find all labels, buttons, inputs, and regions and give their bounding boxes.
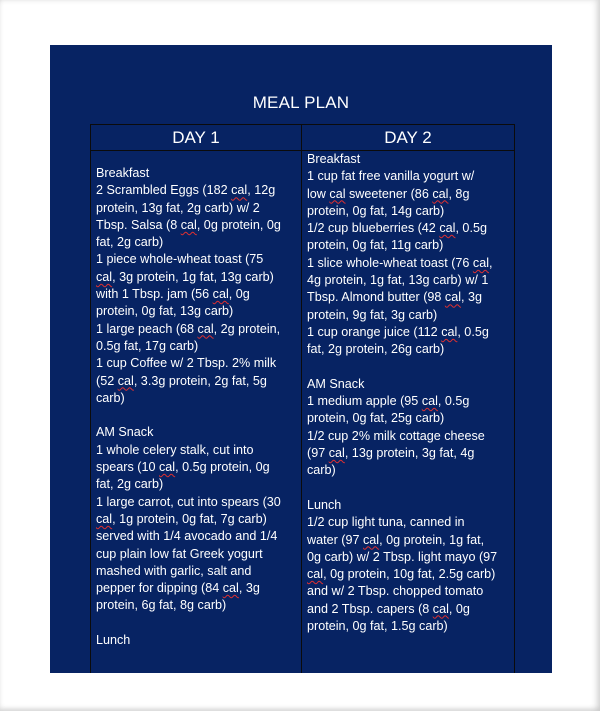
meal-plan-table: [90, 124, 515, 673]
menu-line: 1 cup fat free vanilla yogurt w/: [307, 169, 475, 184]
line-gap: [96, 615, 297, 632]
menu-line: 1 whole celery stalk, cut into: [96, 442, 254, 457]
menu-line: carb): [96, 390, 125, 405]
spellcheck-word: cal: [432, 601, 449, 616]
menu-line: water (97 cal, 0g protein, 1g fat,: [307, 532, 485, 547]
menu-line: fat, 2g protein, 26g carb): [307, 342, 445, 357]
line-gap: [307, 480, 510, 497]
menu-line: 4g protein, 1g fat, 13g carb) w/ 1: [307, 273, 489, 288]
line-gap: [96, 407, 297, 424]
menu-line: 1 large carrot, cut into spears (30: [96, 494, 281, 509]
page-title: MEAL PLAN: [252, 93, 350, 112]
spellcheck-word: cal: [439, 221, 456, 236]
menu-line: and 2 Tbsp. capers (8 cal, 0g: [307, 601, 470, 616]
menu-line: Tbsp. Almond butter (98 cal, 3g: [307, 290, 483, 305]
day-2-header: DAY 2: [302, 125, 515, 151]
spellcheck-word: cal: [117, 373, 134, 388]
menu-line: carb): [307, 463, 336, 478]
menu-line: 1 medium apple (95 cal, 0.5g: [307, 394, 470, 409]
spellcheck-word: cal: [421, 394, 438, 409]
menu-line: protein, 0g fat, 14g carb): [307, 203, 445, 218]
menu-line: Breakfast: [307, 152, 361, 166]
spellcheck-word: cal: [328, 446, 345, 461]
menu-line: 1/2 cup blueberries (42 cal, 0.5g: [307, 221, 487, 236]
menu-line: protein, 0g fat, 11g carb): [307, 238, 444, 253]
spellcheck-word: cal: [472, 255, 490, 270]
spellcheck-word: cal: [363, 532, 380, 547]
menu-line: (97 cal, 13g protein, 3g fat, 4g: [307, 446, 475, 461]
menu-line: 1/2 cup 2% milk cottage cheese: [307, 428, 485, 443]
spellcheck-word: cal: [96, 269, 113, 284]
spellcheck-word: cal: [432, 186, 449, 201]
menu-line: AM Snack: [96, 425, 154, 440]
menu-line: served with 1/4 avocado and 1/4: [96, 529, 278, 544]
menu-line: cup plain low fat Greek yogurt: [96, 546, 263, 561]
menu-line: 2 Scrambled Eggs (182 cal, 12g: [96, 183, 276, 198]
spellcheck-word: cal: [212, 287, 229, 302]
spellcheck-word: cal: [197, 321, 214, 336]
menu-line: cal, 1g protein, 0g fat, 7g carb): [96, 511, 267, 526]
table-body-row: [91, 151, 515, 674]
spellcheck-word: cal: [222, 581, 239, 596]
menu-line: 1 cup Coffee w/ 2 Tbsp. 2% milk: [96, 356, 277, 371]
menu-line: protein, 9g fat, 3g carb): [307, 307, 438, 322]
menu-line: low cal sweetener (86 cal, 8g: [307, 186, 470, 201]
day-1-header: DAY 1: [91, 125, 302, 151]
spellcheck-word: cal: [159, 460, 176, 475]
menu-line: and w/ 2 Tbsp. chopped tomato: [307, 584, 484, 599]
menu-line: Lunch: [96, 633, 131, 648]
spellcheck-word: cal: [444, 290, 462, 305]
menu-line: 1 cup orange juice (112 cal, 0.5g: [307, 324, 489, 339]
table-header-row: [91, 125, 515, 151]
day-1-menu: [91, 151, 302, 674]
menu-line: AM Snack: [307, 376, 365, 391]
menu-line: 1 large peach (68 cal, 2g protein,: [96, 321, 281, 336]
menu-line: fat, 2g carb): [96, 477, 164, 492]
menu-line: protein, 0g fat, 25g carb): [307, 411, 445, 426]
line-gap: [307, 359, 510, 376]
menu-line: cal, 0g protein, 10g fat, 2.5g carb): [307, 567, 496, 582]
menu-line: protein, 0g fat, 13g carb): [96, 304, 234, 319]
menu-line: Breakfast: [96, 166, 150, 180]
menu-line: spears (10 cal, 0.5g protein, 0g: [96, 460, 270, 475]
menu-line: (52 cal, 3.3g protein, 2g fat, 5g: [96, 373, 267, 388]
day-2-menu: [302, 151, 515, 674]
spellcheck-word: cal: [231, 183, 248, 198]
spellcheck-word: cal: [96, 511, 113, 526]
menu-line: 1 slice whole-wheat toast (76 cal,: [307, 255, 493, 270]
menu-line: Tbsp. Salsa (8 cal, 0g protein, 0g: [96, 217, 281, 232]
menu-line: pepper for dipping (84 cal, 3g: [96, 581, 260, 596]
menu-line: with 1 Tbsp. jam (56 cal, 0g: [96, 287, 250, 302]
spellcheck-word: cal: [441, 324, 458, 339]
menu-line: protein, 0g fat, 1.5g carb): [307, 619, 448, 634]
spellcheck-word: cal: [329, 186, 346, 201]
menu-line: fat, 2g carb): [96, 235, 164, 250]
menu-line: Lunch: [307, 497, 342, 512]
meal-plan-panel: [50, 45, 552, 673]
menu-line: protein, 6g fat, 8g carb): [96, 598, 227, 613]
spellcheck-word: cal: [180, 217, 197, 232]
menu-line: mashed with garlic, salt and: [96, 563, 252, 578]
menu-line: 1/2 cup light tuna, canned in: [307, 515, 465, 530]
menu-line: 0g carb) w/ 2 Tbsp. light mayo (97: [307, 549, 498, 564]
menu-line: 0.5g fat, 17g carb): [96, 338, 199, 353]
spellcheck-word: cal: [307, 567, 324, 582]
menu-line: 1 piece whole-wheat toast (75: [96, 252, 264, 267]
menu-line: protein, 13g fat, 2g carb) w/ 2: [96, 200, 260, 215]
menu-line: cal, 3g protein, 1g fat, 13g carb): [96, 269, 274, 284]
